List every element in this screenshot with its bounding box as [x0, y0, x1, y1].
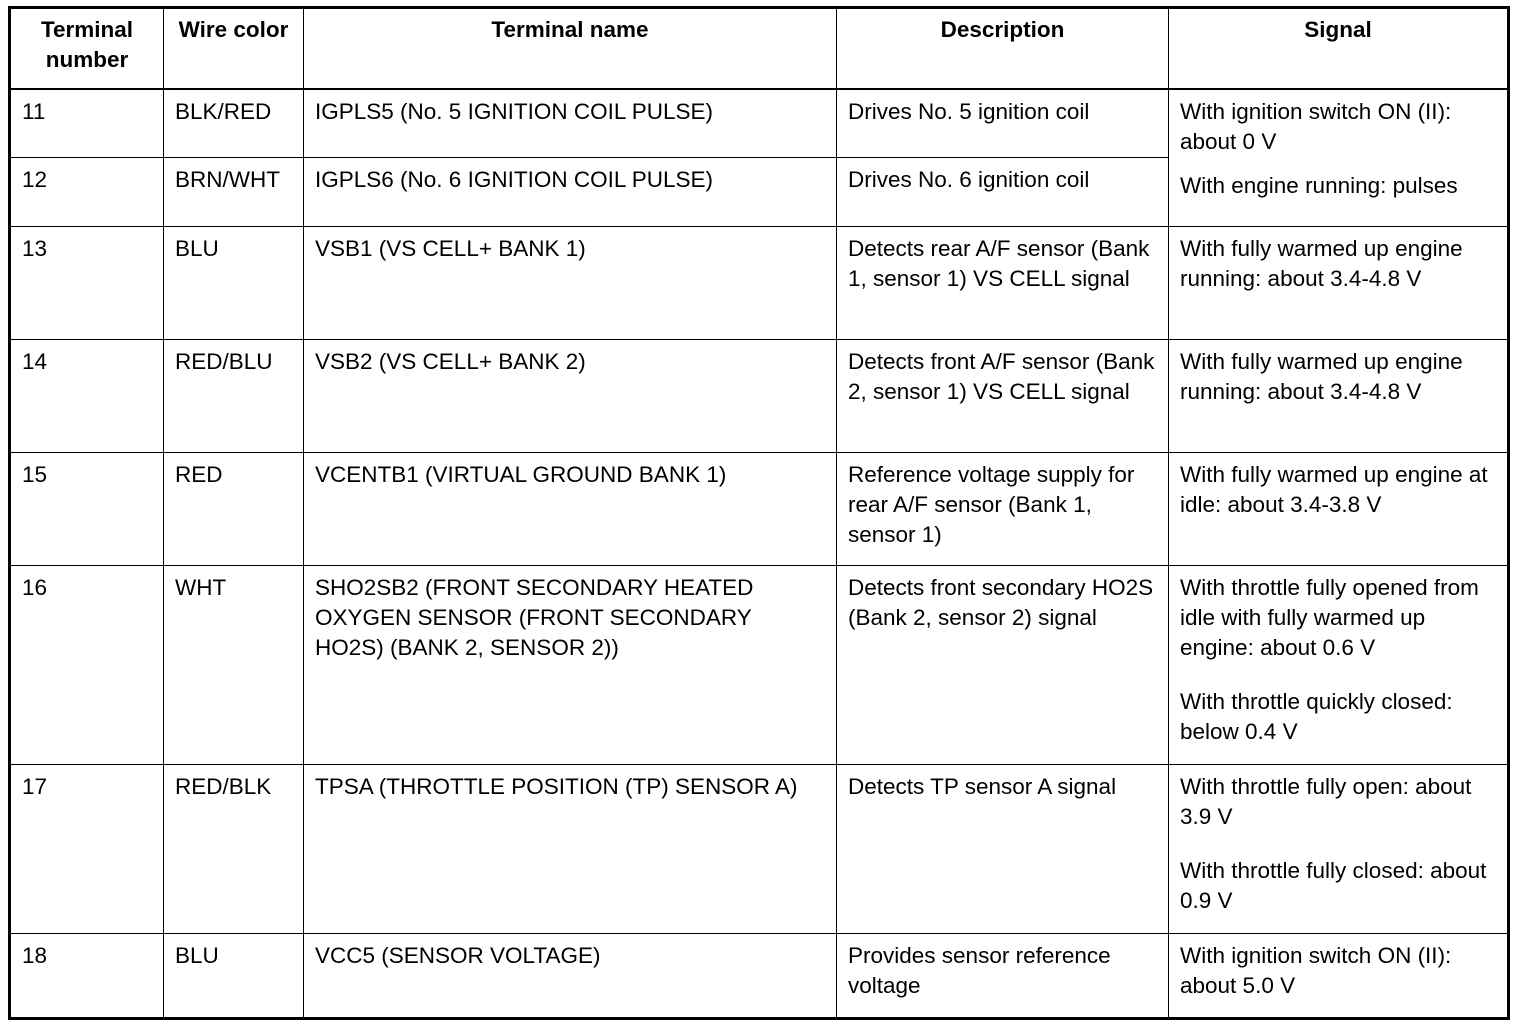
description: Detects rear A/F sensor (Bank 1, sensor 1) VS CELL signal: [837, 227, 1169, 340]
header-description: Description: [837, 8, 1169, 89]
signal-line: With ignition switch ON (II): about 0 V: [1180, 98, 1452, 154]
terminal-table: [8, 6, 1510, 1020]
signal: [1169, 340, 1509, 453]
wire-color: RED: [164, 453, 304, 566]
terminal-name: VCENTB1 (VIRTUAL GROUND BANK 1): [304, 453, 837, 566]
terminal-number: 17: [10, 765, 164, 934]
terminal-number: 12: [10, 158, 164, 227]
signal: [1169, 765, 1509, 934]
signal: [1169, 227, 1509, 340]
description: Detects TP sensor A signal: [837, 765, 1169, 934]
description: Provides sensor reference voltage: [837, 934, 1169, 1019]
signal-line: With ignition switch ON (II): about 5.0 V: [1180, 943, 1452, 998]
wire-color: BRN/WHT: [164, 158, 304, 227]
description: Detects front secondary HO2S (Bank 2, sensor 2) signal: [837, 566, 1169, 765]
description: Reference voltage supply for rear A/F sensor (Bank 1, sensor 1): [837, 453, 1169, 566]
table-row: [10, 566, 1509, 765]
terminal-number: 13: [10, 227, 164, 340]
header-terminal-number: Terminal number: [10, 8, 164, 89]
signal-line: With throttle fully opened from idle with fully warmed up engine: about 0.6 V: [1180, 575, 1479, 660]
terminal-name: VCC5 (SENSOR VOLTAGE): [304, 934, 837, 1019]
table-row: [10, 340, 1509, 453]
signal-line: With engine running: pulses: [1180, 172, 1458, 198]
wire-color: BLK/RED: [164, 89, 304, 158]
header-terminal-name: Terminal name: [304, 8, 837, 89]
signal-line: With throttle fully open: about 3.9 V: [1180, 774, 1472, 829]
wire-color: BLU: [164, 227, 304, 340]
terminal-number: 14: [10, 340, 164, 453]
terminal-name: TPSA (THROTTLE POSITION (TP) SENSOR A): [304, 765, 837, 934]
signal-line: With fully warmed up engine at idle: about 3.4-3.8 V: [1180, 462, 1488, 517]
header-wire-color: Wire color: [164, 8, 304, 89]
table-row: [10, 765, 1509, 934]
terminal-name: VSB2 (VS CELL+ BANK 2): [304, 340, 837, 453]
terminal-name: SHO2SB2 (FRONT SECONDARY HEATED OXYGEN SENSOR (FRONT SECONDARY HO2S) (BANK 2, SENSOR 2)): [304, 566, 837, 765]
signal: [1169, 453, 1509, 566]
description: Drives No. 6 ignition coil: [837, 158, 1169, 227]
terminal-number: 18: [10, 934, 164, 1019]
terminal-number: 15: [10, 453, 164, 566]
terminal-name: IGPLS5 (No. 5 IGNITION COIL PULSE): [304, 89, 837, 158]
signal: [1169, 566, 1509, 765]
table-row: [10, 934, 1509, 1019]
table-row: [10, 89, 1509, 158]
signal: [1169, 934, 1509, 1019]
signal-line: With fully warmed up engine running: about 3.4-4.8 V: [1180, 236, 1463, 291]
wire-color: RED/BLU: [164, 340, 304, 453]
signal: [1169, 89, 1509, 227]
description: Drives No. 5 ignition coil: [837, 89, 1169, 158]
signal-line: With throttle quickly closed: below 0.4 V: [1180, 689, 1453, 744]
terminal-number: 16: [10, 566, 164, 765]
table-row: [10, 453, 1509, 566]
header-row: [10, 8, 1509, 89]
terminal-name: VSB1 (VS CELL+ BANK 1): [304, 227, 837, 340]
description: Detects front A/F sensor (Bank 2, sensor 1) VS CELL signal: [837, 340, 1169, 453]
signal-line: With fully warmed up engine running: about 3.4-4.8 V: [1180, 349, 1463, 404]
wire-color: RED/BLK: [164, 765, 304, 934]
wire-color: BLU: [164, 934, 304, 1019]
header-signal: Signal: [1169, 8, 1509, 89]
signal-line: With throttle fully closed: about 0.9 V: [1180, 858, 1487, 913]
table-row: [10, 227, 1509, 340]
wire-color: WHT: [164, 566, 304, 765]
terminal-number: 11: [10, 89, 164, 158]
terminal-name: IGPLS6 (No. 6 IGNITION COIL PULSE): [304, 158, 837, 227]
